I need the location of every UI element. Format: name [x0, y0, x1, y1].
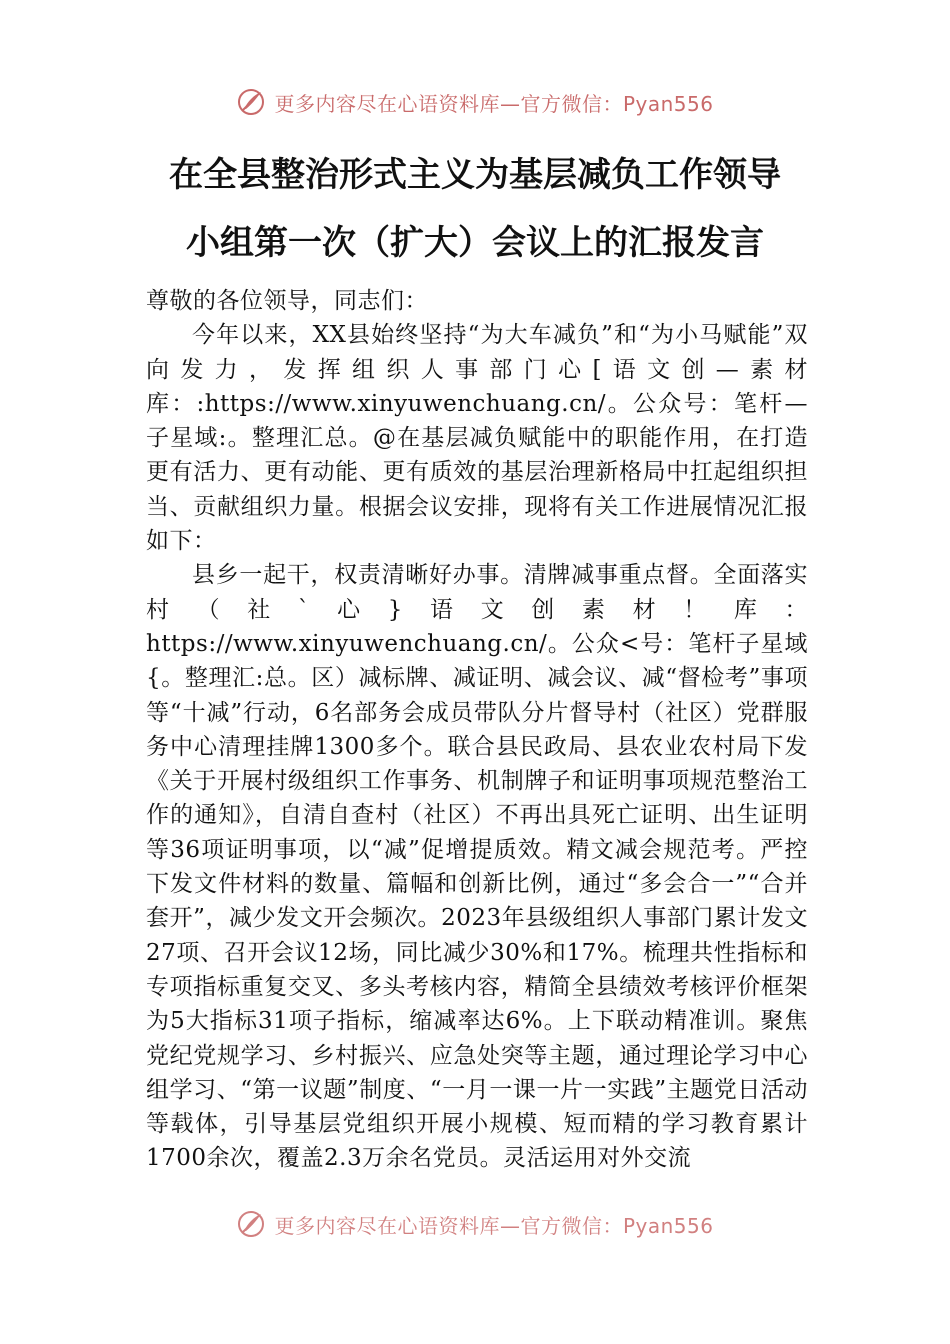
paragraph-intro: 今年以来，XX县始终坚持“为大车减负”和“为小马赋能”双向发力，发挥组织人事部门心[语文创—素材库：:https://www.xinyuwenchuang.cn/。公众号：笔杆—子星域:。整理汇总。@在基层减负赋能中的职能作用，在打造更有活力、更有动能、更有质效的基层治理新格局中扛起组织担当、贡献组织力量。根据会议安排，现将有关工作进展情况汇报如下：	[146, 322, 808, 555]
watermark-footer	[0, 1206, 950, 1242]
watermark-text: 更多内容尽在心语资料库—官方微信：Pyan556	[274, 91, 714, 116]
watermark-text: 更多内容尽在心语资料库—官方微信：Pyan556	[274, 1213, 714, 1238]
quill-logo-icon	[236, 87, 266, 117]
paragraph-county-township: 县乡一起干，权责清晰好办事。清牌减事重点督。全面落实村（社`心}语文创素材！库：https://www.xinyuwenchuang.cn/。公众<号：笔杆子星域{。整理汇:总。区）减标牌、减证明、减会议、减“督检考”事项等“十减”行动，6名部务会成员带队分片督导村（社区）党群服务中心清理挂牌1300多个。联合县民政局、县农业农村局下发《关于开展村级组织工作事务、机制牌子和证明事项规范整治工作的通知》，自清自查村（社区）不再出具死亡证明、出生证明等36项证明事项，以“减”促增提质效。精文减会规范考。严控下发文件材料的数量、篇幅和创新比例，通过“多会合一”“合并套开”，减少发文开会频次。2023年县级组织人事部门累计发文27项、召开会议12场，同比减少30%和17%。梳理共性指标和专项指标重复交叉、多头考核内容，精简全县绩效考核评价框架为5大指标31项子指标，缩减率达6%。上下联动精准训。聚焦党纪党规学习、乡村振兴、应急处突等主题，通过理论学习中心组学习、“第一议题”制度、“一月一课一片一实践”主题党日活动等载体，引导基层党组织开展小规模、短而精的学习教育累计1700余次，覆盖2.3万余名党员。灵活运用对外交流	[146, 562, 808, 1172]
watermark-header	[0, 82, 950, 122]
document-title-line-1: 在全县整治形式主义为基层减负工作领导	[169, 155, 781, 195]
document-title-line-2: 小组第一次（扩大）会议上的汇报发言	[186, 223, 764, 263]
document-body	[146, 284, 808, 1176]
quill-logo-icon	[236, 1209, 266, 1239]
salutation: 尊敬的各位领导，同志们：	[146, 288, 428, 314]
